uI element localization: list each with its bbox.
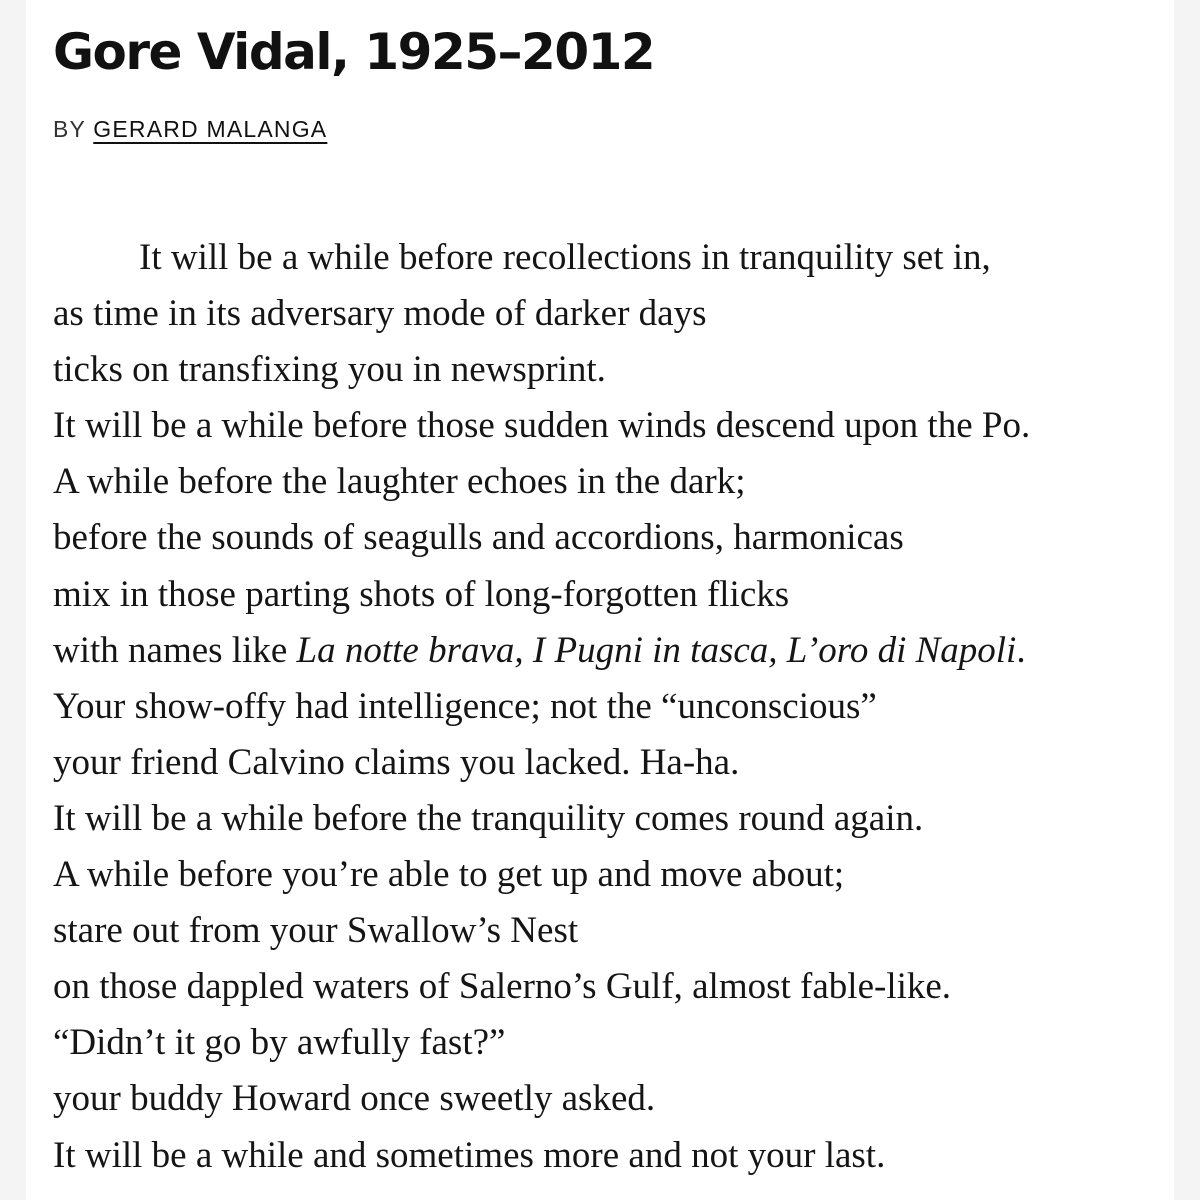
poem-line-text: . [1016,629,1026,671]
poem-line: mix in those parting shots of long-forgotten flicks [53,573,790,615]
poem-body [53,230,1030,1184]
poem-line: A while before you’re able to get up and move about; [53,854,845,896]
poem-line: as time in its adversary mode of darker days [53,293,707,335]
poem-line: on those dappled waters of Salerno’s Gulf, almost fable-like. [53,966,952,1008]
poem-line: It will be a while before those sudden winds descend upon the Po. [53,405,1031,447]
poem-line: It will be a while before recollections in tranquility set in, [139,237,991,278]
poem-line-text: with names like [53,629,297,671]
poem-line: your buddy Howard once sweetly asked. [53,1078,656,1120]
poem-line: A while before the laughter echoes in the dark; [53,461,746,503]
poem-line: stare out from your Swallow’s Nest [53,910,579,952]
author-link[interactable]: GERARD MALANGA [93,116,328,142]
poem-line: ticks on transfixing you in newsprint. [53,349,606,391]
poem-line: “Didn’t it go by awfully fast?” [53,1022,506,1064]
poem-line: It will be a while and sometimes more and not your last. [53,1134,886,1176]
article-title: Gore Vidal, 1925–2012 [53,23,655,81]
article-page [26,0,1174,1200]
film-titles: La notte brava, I Pugni in tasca, L’oro di Napoli [296,629,1017,671]
poem-line: before the sounds of seagulls and accordions, harmonicas [53,517,904,559]
byline-prefix: BY [53,116,86,142]
poem-line: It will be a while before the tranquility comes round again. [53,797,924,839]
poem-line [53,623,1030,679]
byline [53,116,327,143]
poem-line: Your show-offy had intelligence; not the “unconscious” [53,685,877,727]
poem-line: your friend Calvino claims you lacked. Ha-ha. [53,741,740,783]
